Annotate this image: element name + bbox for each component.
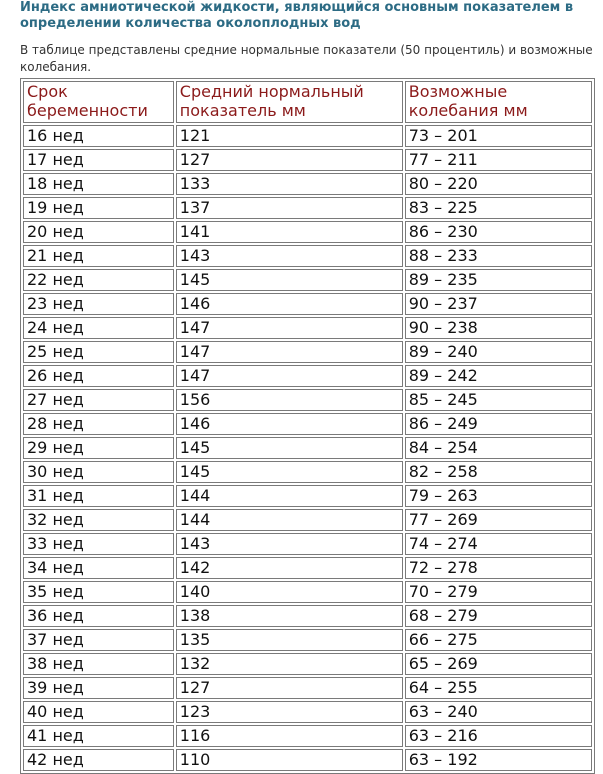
table-row bbox=[23, 557, 592, 579]
cell-mean-value: 141 bbox=[176, 221, 403, 243]
cell-gestation-week: 40 нед bbox=[23, 701, 174, 723]
cell-gestation-week: 28 нед bbox=[23, 413, 174, 435]
cell-range: 64 – 255 bbox=[405, 677, 592, 699]
cell-mean-value: 147 bbox=[176, 317, 403, 339]
table-row bbox=[23, 293, 592, 315]
cell-range: 63 – 240 bbox=[405, 701, 592, 723]
cell-range: 77 – 269 bbox=[405, 509, 592, 531]
cell-gestation-week: 22 нед bbox=[23, 269, 174, 291]
cell-range: 88 – 233 bbox=[405, 245, 592, 267]
cell-mean-value: 146 bbox=[176, 293, 403, 315]
cell-mean-value: 147 bbox=[176, 341, 403, 363]
cell-range: 74 – 274 bbox=[405, 533, 592, 555]
table-row bbox=[23, 701, 592, 723]
table-row bbox=[23, 437, 592, 459]
table-row bbox=[23, 365, 592, 387]
cell-range: 89 – 235 bbox=[405, 269, 592, 291]
table-row bbox=[23, 317, 592, 339]
cell-gestation-week: 27 нед bbox=[23, 389, 174, 411]
cell-gestation-week: 16 нед bbox=[23, 125, 174, 147]
cell-gestation-week: 18 нед bbox=[23, 173, 174, 195]
table-row bbox=[23, 221, 592, 243]
table-row bbox=[23, 413, 592, 435]
cell-range: 80 – 220 bbox=[405, 173, 592, 195]
cell-gestation-week: 39 нед bbox=[23, 677, 174, 699]
cell-mean-value: 121 bbox=[176, 125, 403, 147]
table-row bbox=[23, 509, 592, 531]
cell-mean-value: 127 bbox=[176, 677, 403, 699]
cell-gestation-week: 30 нед bbox=[23, 461, 174, 483]
cell-mean-value: 143 bbox=[176, 533, 403, 555]
cell-mean-value: 140 bbox=[176, 581, 403, 603]
table-row bbox=[23, 341, 592, 363]
table-row bbox=[23, 485, 592, 507]
cell-gestation-week: 36 нед bbox=[23, 605, 174, 627]
cell-mean-value: 145 bbox=[176, 461, 403, 483]
cell-range: 89 – 240 bbox=[405, 341, 592, 363]
table-row bbox=[23, 629, 592, 651]
cell-gestation-week: 42 нед bbox=[23, 749, 174, 771]
cell-mean-value: 132 bbox=[176, 653, 403, 675]
table-row bbox=[23, 197, 592, 219]
table-row bbox=[23, 749, 592, 771]
cell-gestation-week: 41 нед bbox=[23, 725, 174, 747]
table-row bbox=[23, 533, 592, 555]
cell-range: 63 – 192 bbox=[405, 749, 592, 771]
cell-mean-value: 135 bbox=[176, 629, 403, 651]
cell-mean-value: 147 bbox=[176, 365, 403, 387]
table-row bbox=[23, 173, 592, 195]
table-row bbox=[23, 581, 592, 603]
cell-gestation-week: 29 нед bbox=[23, 437, 174, 459]
cell-mean-value: 133 bbox=[176, 173, 403, 195]
cell-range: 89 – 242 bbox=[405, 365, 592, 387]
cell-mean-value: 142 bbox=[176, 557, 403, 579]
cell-range: 72 – 278 bbox=[405, 557, 592, 579]
table-row bbox=[23, 149, 592, 171]
table-row bbox=[23, 461, 592, 483]
cell-mean-value: 145 bbox=[176, 269, 403, 291]
cell-range: 73 – 201 bbox=[405, 125, 592, 147]
cell-range: 82 – 258 bbox=[405, 461, 592, 483]
cell-range: 90 – 238 bbox=[405, 317, 592, 339]
cell-mean-value: 144 bbox=[176, 485, 403, 507]
cell-mean-value: 146 bbox=[176, 413, 403, 435]
cell-range: 65 – 269 bbox=[405, 653, 592, 675]
table-header-row bbox=[23, 81, 592, 123]
cell-range: 77 – 211 bbox=[405, 149, 592, 171]
header-gestation-term: Срок беременности bbox=[23, 81, 174, 123]
cell-gestation-week: 32 нед bbox=[23, 509, 174, 531]
page-title: Индекс амниотической жидкости, являющийся основным показателем в определении количества околоплодных вод bbox=[20, 0, 574, 31]
table-row bbox=[23, 125, 592, 147]
cell-range: 68 – 279 bbox=[405, 605, 592, 627]
intro-text: В таблице представлены средние нормальные показатели (50 процентиль) и возможные колебания. bbox=[20, 43, 593, 74]
cell-mean-value: 144 bbox=[176, 509, 403, 531]
cell-gestation-week: 37 нед bbox=[23, 629, 174, 651]
cell-mean-value: 156 bbox=[176, 389, 403, 411]
cell-mean-value: 143 bbox=[176, 245, 403, 267]
cell-range: 83 – 225 bbox=[405, 197, 592, 219]
cell-range: 84 – 254 bbox=[405, 437, 592, 459]
amniotic-index-table bbox=[20, 78, 595, 774]
table-row bbox=[23, 245, 592, 267]
cell-mean-value: 138 bbox=[176, 605, 403, 627]
cell-gestation-week: 25 нед bbox=[23, 341, 174, 363]
cell-range: 79 – 263 bbox=[405, 485, 592, 507]
cell-range: 86 – 249 bbox=[405, 413, 592, 435]
cell-range: 70 – 279 bbox=[405, 581, 592, 603]
cell-gestation-week: 20 нед bbox=[23, 221, 174, 243]
cell-range: 63 – 216 bbox=[405, 725, 592, 747]
table-row bbox=[23, 389, 592, 411]
cell-mean-value: 137 bbox=[176, 197, 403, 219]
cell-gestation-week: 38 нед bbox=[23, 653, 174, 675]
cell-gestation-week: 33 нед bbox=[23, 533, 174, 555]
cell-gestation-week: 17 нед bbox=[23, 149, 174, 171]
table-row bbox=[23, 677, 592, 699]
cell-gestation-week: 24 нед bbox=[23, 317, 174, 339]
cell-range: 85 – 245 bbox=[405, 389, 592, 411]
cell-range: 86 – 230 bbox=[405, 221, 592, 243]
cell-range: 66 – 275 bbox=[405, 629, 592, 651]
cell-gestation-week: 21 нед bbox=[23, 245, 174, 267]
cell-mean-value: 123 bbox=[176, 701, 403, 723]
cell-mean-value: 110 bbox=[176, 749, 403, 771]
cell-gestation-week: 23 нед bbox=[23, 293, 174, 315]
cell-gestation-week: 31 нед bbox=[23, 485, 174, 507]
table-row bbox=[23, 269, 592, 291]
table-body bbox=[23, 125, 592, 771]
header-mean-value: Средний нормальный показатель мм bbox=[176, 81, 403, 123]
cell-range: 90 – 237 bbox=[405, 293, 592, 315]
table-row bbox=[23, 725, 592, 747]
cell-gestation-week: 26 нед bbox=[23, 365, 174, 387]
cell-mean-value: 145 bbox=[176, 437, 403, 459]
header-range: Возможные колебания мм bbox=[405, 81, 592, 123]
table-row bbox=[23, 653, 592, 675]
cell-mean-value: 127 bbox=[176, 149, 403, 171]
cell-gestation-week: 34 нед bbox=[23, 557, 174, 579]
cell-mean-value: 116 bbox=[176, 725, 403, 747]
cell-gestation-week: 19 нед bbox=[23, 197, 174, 219]
table-row bbox=[23, 605, 592, 627]
cell-gestation-week: 35 нед bbox=[23, 581, 174, 603]
